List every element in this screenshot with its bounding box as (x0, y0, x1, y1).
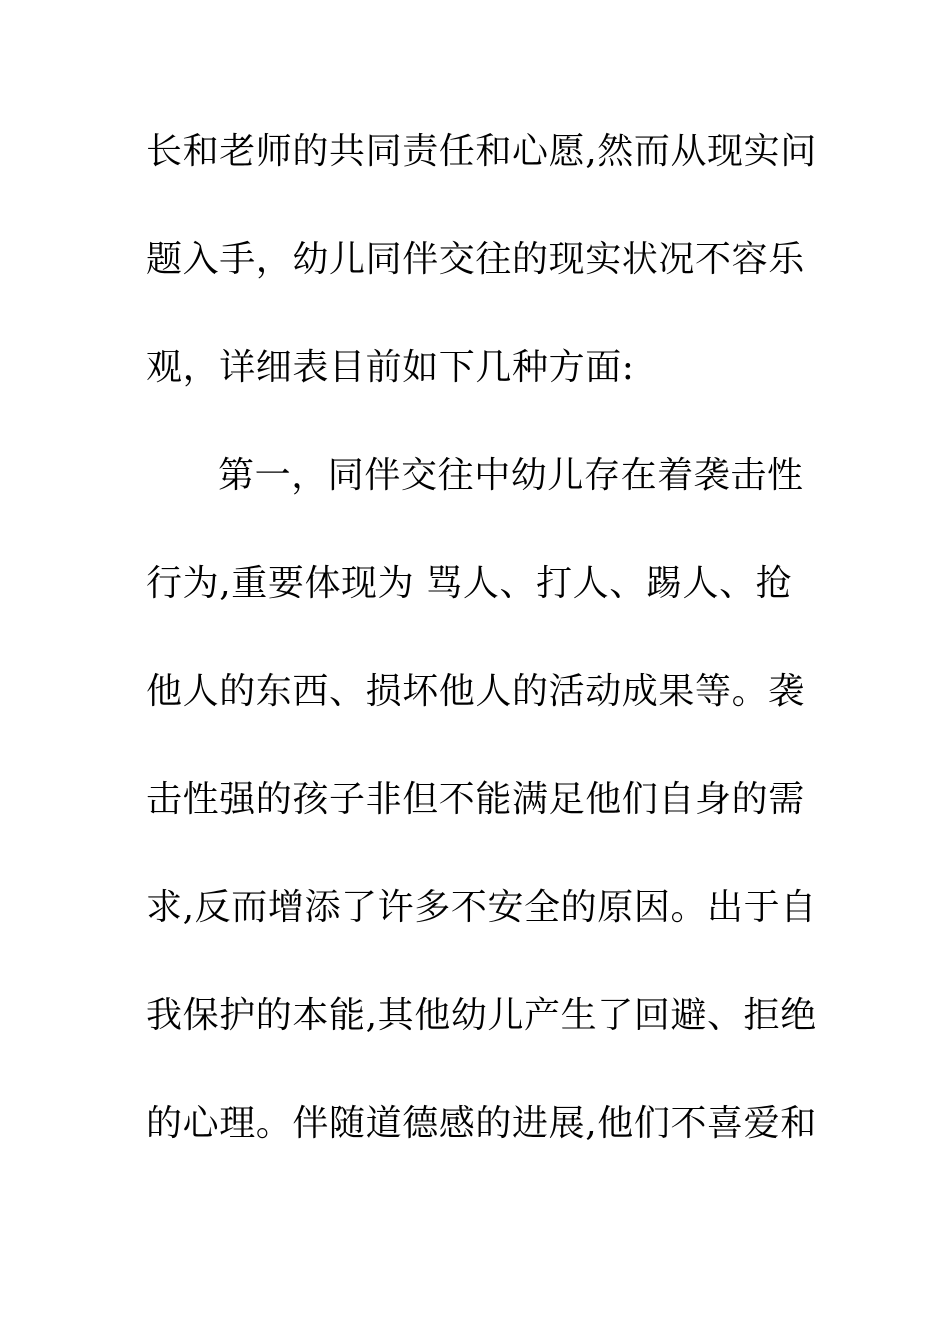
text-line-8: 求,反而增添了许多不安全的原因。出于自 (146, 887, 817, 928)
text-line-7: 击性强的孩子非但不能满足他们自身的需 (146, 779, 805, 820)
text-line-6: 他人的东西、损坏他人的活动成果等。袭 (146, 671, 805, 712)
text-line-1: 长和老师的共同责任和心愿,然而从现实问 (146, 131, 817, 172)
paragraph-start-line: 第一，同伴交往中幼儿存在着袭击性 (218, 455, 804, 496)
text-line-9: 我保护的本能,其他幼儿产生了回避、拒绝 (146, 995, 817, 1036)
text-line-3: 观，详细表目前如下几种方面: (146, 347, 635, 388)
text-line-2: 题入手，幼儿同伴交往的现实状况不容乐 (146, 239, 805, 280)
text-line-10: 的心理。伴随道德感的进展,他们不喜爱和 (146, 1103, 817, 1144)
text-line-5: 行为,重要体现为 骂人、打人、踢人、抢 (146, 563, 793, 604)
